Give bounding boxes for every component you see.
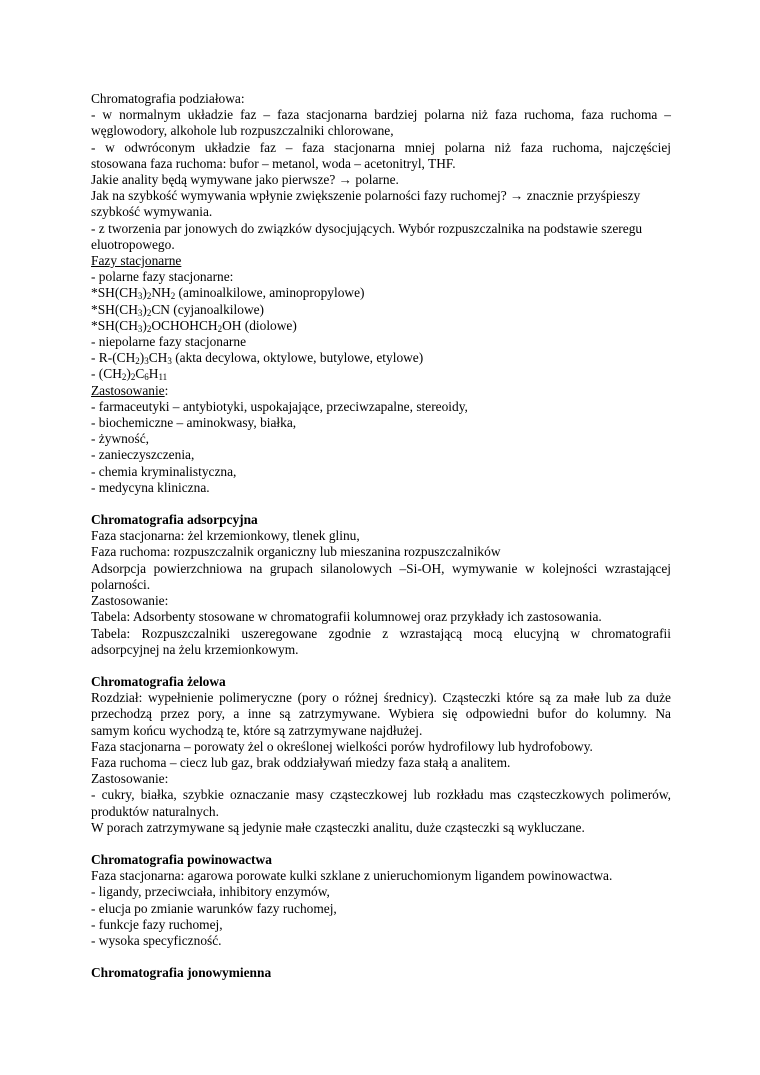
- list-item: - chemia kryminalistyczna,: [91, 463, 237, 479]
- nonpolar-phases-heading: - niepolarne fazy stacjonarne: [91, 334, 247, 350]
- text-line: szybkość wymywania.: [91, 204, 213, 220]
- text-line: eluotropowego.: [91, 236, 175, 252]
- text-line: - cukry, białka, szybkie oznaczanie masy cząsteczkowej lub rozkładu mas cząsteczkowych polimerów,: [91, 787, 671, 803]
- formula-alkyl: - $R-(CH_2)_3CH_3$ (akta decylowa, oktylowe, butylowe, etylowe): [91, 350, 424, 367]
- text-line: Adsorpcja powierzchniowa na grupach silanolowych –Si-OH, wymywanie w kolejności wzrastającej: [91, 560, 671, 576]
- text-line: W porach zatrzymywane są jedynie małe cząsteczki analitu, duże cząsteczki są wykluczane.: [91, 819, 585, 835]
- section-title-ion-exchange: Chromatografia jonowymienna: [91, 965, 272, 981]
- formula-aminoalkyl: $*SH(CH_3)_2NH_2$ (aminoalkilowe, aminopropylowe): [91, 285, 365, 302]
- text-line: - w odwróconym układzie faz – faza stacjonarna mniej polarna niż faza ruchoma, najczęściej: [91, 139, 671, 155]
- section-title-adsorption: Chromatografia adsorpcyjna: [91, 512, 258, 528]
- stationary-phases-heading: Fazy stacjonarne: [91, 253, 182, 269]
- list-item: - funkcje fazy ruchomej,: [91, 916, 223, 932]
- text-line: Faza stacjonarna – porowaty żel o określonej wielkości porów hydrofilowy lub hydrofobowy.: [91, 738, 593, 754]
- text-line: Jak na szybkość wymywania wpłynie zwiększenie polarności fazy ruchomej? → znacznie przyśpieszy: [91, 188, 641, 204]
- text-line: stosowana faza ruchoma: bufor – metanol, woda – acetonitryl, THF.: [91, 155, 456, 171]
- list-item: - medycyna kliniczna.: [91, 479, 210, 495]
- formula-cyclohexyl: - $(CH_2)_2C_6H_{11}$: [91, 366, 168, 383]
- text-line: Jakie anality będą wymywane jako pierwsze? → polarne.: [91, 172, 399, 188]
- list-item: - żywność,: [91, 431, 150, 447]
- text-line: Zastosowanie:: [91, 593, 169, 609]
- formula-cyanoalkyl: $*SH(CH_3)_2CN$ (cyjanoalkilowe): [91, 301, 265, 318]
- text-line: przechodzą przez pory, a inne są zatrzymywane. Wybiera się odpowiedni bufor do kolumny. Na: [91, 706, 671, 722]
- section-title-gel: Chromatografia żelowa: [91, 673, 226, 689]
- list-item: - ligandy, przeciwciała, inhibitory enzymów,: [91, 884, 330, 900]
- text-line: Zastosowanie:: [91, 771, 169, 787]
- polar-phases-heading: - polarne fazy stacjonarne:: [91, 269, 234, 285]
- list-item: - zanieczyszczenia,: [91, 447, 195, 463]
- list-item: - wysoka specyficzność.: [91, 932, 222, 948]
- text-line: produktów naturalnych.: [91, 803, 219, 819]
- text-line: Rozdział: wypełnienie polimeryczne (pory o różnej średnicy). Cząsteczki które są za małe lub za duże: [91, 690, 671, 706]
- list-item: - elucja po zmianie warunków fazy ruchomej,: [91, 900, 337, 916]
- text-line: Faza stacjonarna: żel krzemionkowy, tlenek glinu,: [91, 528, 360, 544]
- text-line: Tabela: Adsorbenty stosowane w chromatografii kolumnowej oraz przykłady ich zastosowania.: [91, 609, 602, 625]
- text-line: Faza ruchoma: rozpuszczalnik organiczny lub mieszanina rozpuszczalników: [91, 544, 501, 560]
- list-item: - biochemiczne – aminokwasy, białka,: [91, 415, 297, 431]
- text-line: - w normalnym układzie faz – faza stacjonarna bardziej polarna niż faza ruchoma, faza ruchoma –: [91, 107, 671, 123]
- text-line: adsorpcyjnej na żelu krzemionkowym.: [91, 641, 299, 657]
- formula-diol: $*SH(CH_3)_2OCHOHCH_2OH$ (diolowe): [91, 317, 297, 334]
- document-page: [91, 91, 671, 981]
- text-line: węglowodory, alkohole lub rozpuszczalniki chlorowane,: [91, 123, 394, 139]
- applications-heading: Zastosowanie:: [91, 382, 169, 398]
- text-line: Faza ruchoma – ciecz lub gaz, brak oddziaływań miedzy faza stałą a analitem.: [91, 754, 511, 770]
- text-line: Faza stacjonarna: agarowa porowate kulki szklane z unieruchomionym ligandem powinowactwa.: [91, 868, 613, 884]
- text-line: samym końcu wychodzą te, które są zatrzymywane najdłużej.: [91, 722, 423, 738]
- text-line: - z tworzenia par jonowych do związków dysocjujących. Wybór rozpuszczalnika na podstawie szeregu: [91, 220, 643, 236]
- list-item: - farmaceutyki – antybiotyki, uspokajające, przeciwzapalne, stereoidy,: [91, 398, 468, 414]
- text-line: polarności.: [91, 576, 151, 592]
- text-line: Tabela: Rozpuszczalniki uszeregowane zgodnie z wzrastającą mocą elucyjną w chromatografii: [91, 625, 671, 641]
- section-title-partition: Chromatografia podziałowa:: [91, 91, 245, 106]
- section-title-affinity: Chromatografia powinowactwa: [91, 851, 272, 867]
